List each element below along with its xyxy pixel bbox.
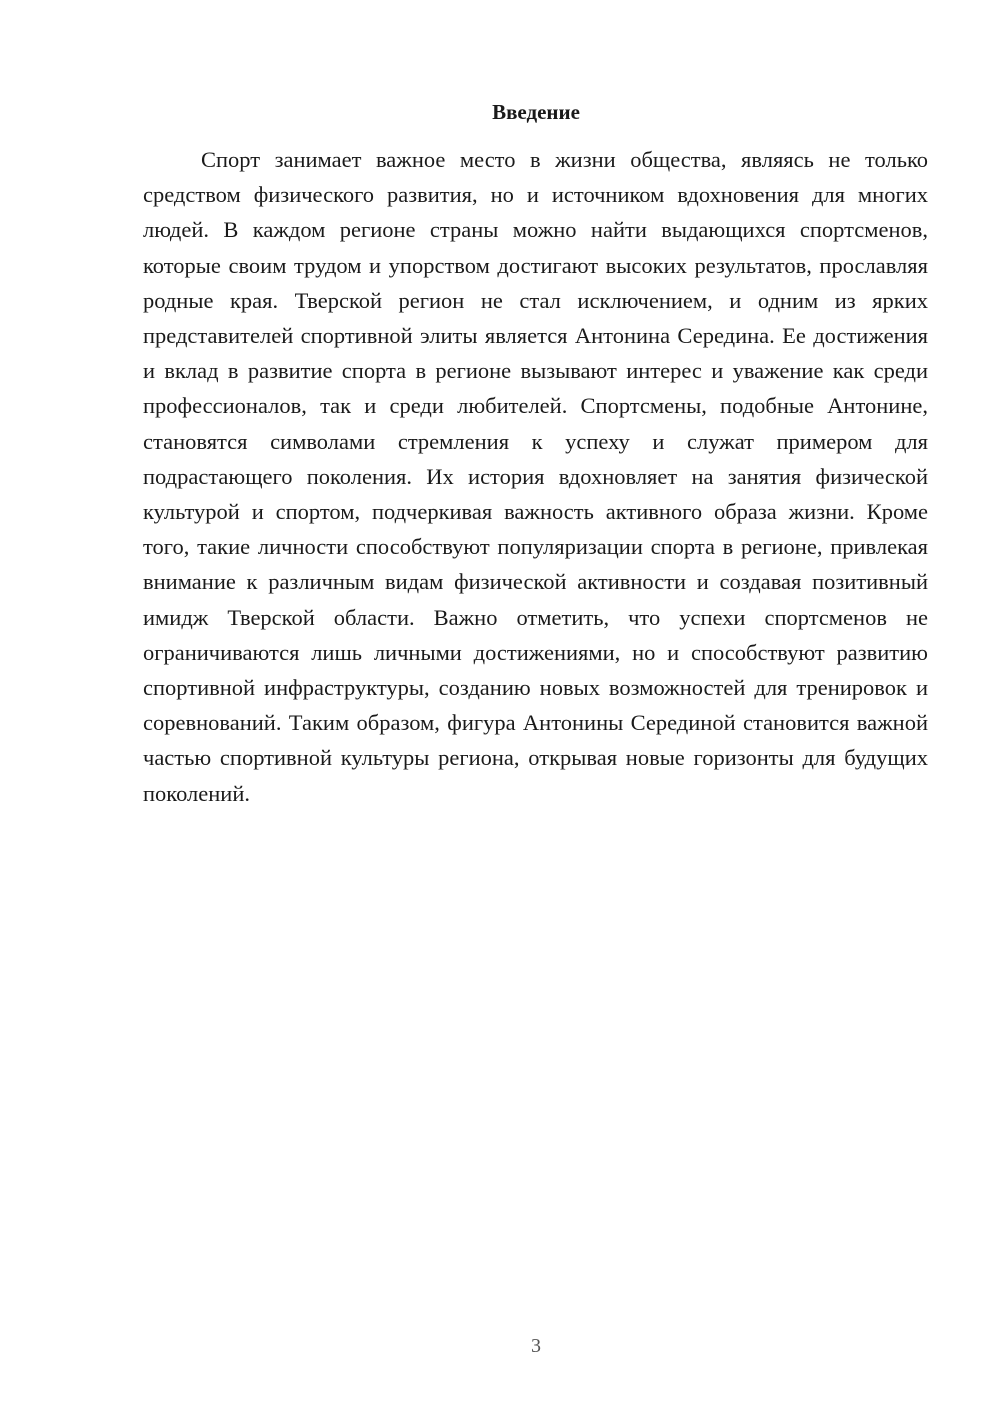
page-number: 3 xyxy=(531,1335,541,1357)
section-title: Введение xyxy=(492,100,580,124)
intro-paragraph: Спорт занимает важное место в жизни общества, являясь не только средством физического развития, но и источником вдохновения для многих людей. В каждом регионе страны можно найти выдающихся спортсменов, которые своим трудом и упорством достигают высоких результатов, прославляя родные края. Тверской регион не стал исключением, и одним из ярких представителей спортивной элиты является Антонина Середина. Ее достижения и вклад в развитие спорта в регионе вызывают интерес и уважение как среди профессионалов, так и среди любителей. Спортсмены, подобные Антонине, становятся символами стремления к успеху и служат примером для подрастающего поколения. Их история вдохновляет на занятия физической культурой и спортом, подчеркивая важность активного образа жизни. Кроме того, такие личности способствуют популяризации спорта в регионе, привлекая внимание к различным видам физической активности и создавая позитивный имидж Тверской области. Важно отметить, что успехи спортсменов не ограничиваются лишь личными достижениями, но и способствуют развитию спортивной инфраструктуры, созданию новых возможностей для тренировок и соревнований. Таким образом, фигура Антонины Серединой становится важной частью спортивной культуры региона, открывая новые горизонты для будущих поколений. xyxy=(143,147,928,806)
